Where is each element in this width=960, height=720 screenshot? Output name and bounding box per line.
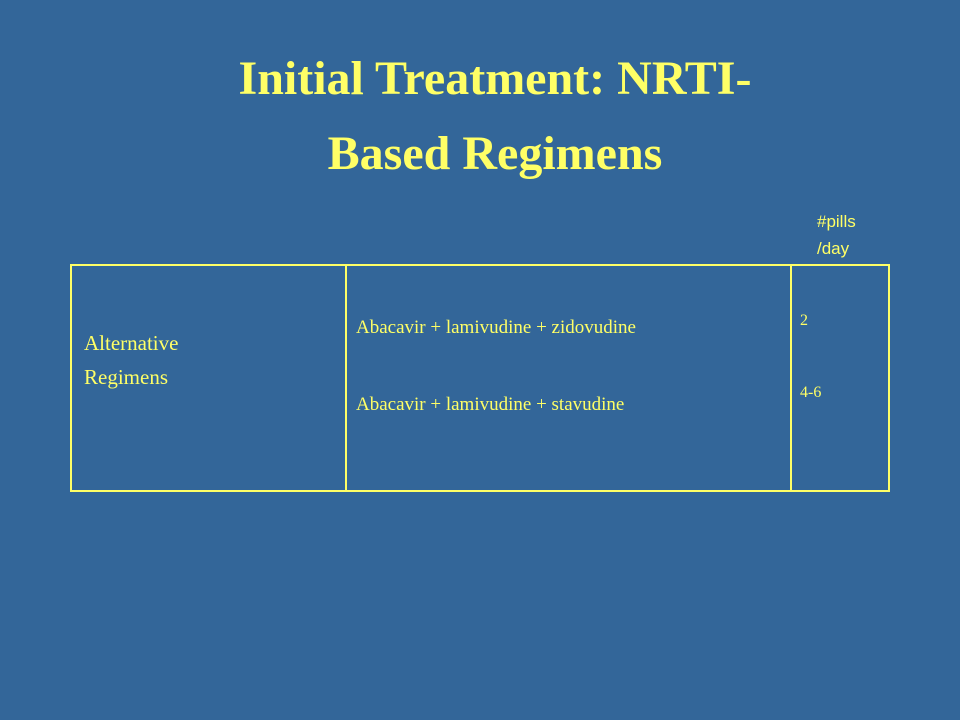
pills-count-2: 4-6 bbox=[800, 384, 822, 401]
pills-count-1: 2 bbox=[800, 312, 808, 329]
category-line-2: Regimens bbox=[84, 365, 168, 389]
column-divider-2 bbox=[790, 266, 792, 490]
pills-per-day-header bbox=[817, 208, 856, 262]
slide-title-line-2: Based Regimens bbox=[327, 126, 663, 180]
slide-title bbox=[0, 42, 960, 192]
slide-title-line-1: Initial Treatment: NRTI- bbox=[238, 52, 752, 105]
category-cell bbox=[84, 326, 178, 394]
column-divider-1 bbox=[345, 266, 347, 490]
regimen-table bbox=[70, 264, 890, 492]
pills-header-line-1: #pills bbox=[817, 212, 856, 231]
regimen-2: Abacavir + lamivudine + stavudine bbox=[356, 394, 625, 415]
category-line-1: Alternative bbox=[84, 331, 179, 355]
regimen-1: Abacavir + lamivudine + zidovudine bbox=[356, 317, 636, 338]
pills-header-line-2: /day bbox=[817, 239, 850, 258]
